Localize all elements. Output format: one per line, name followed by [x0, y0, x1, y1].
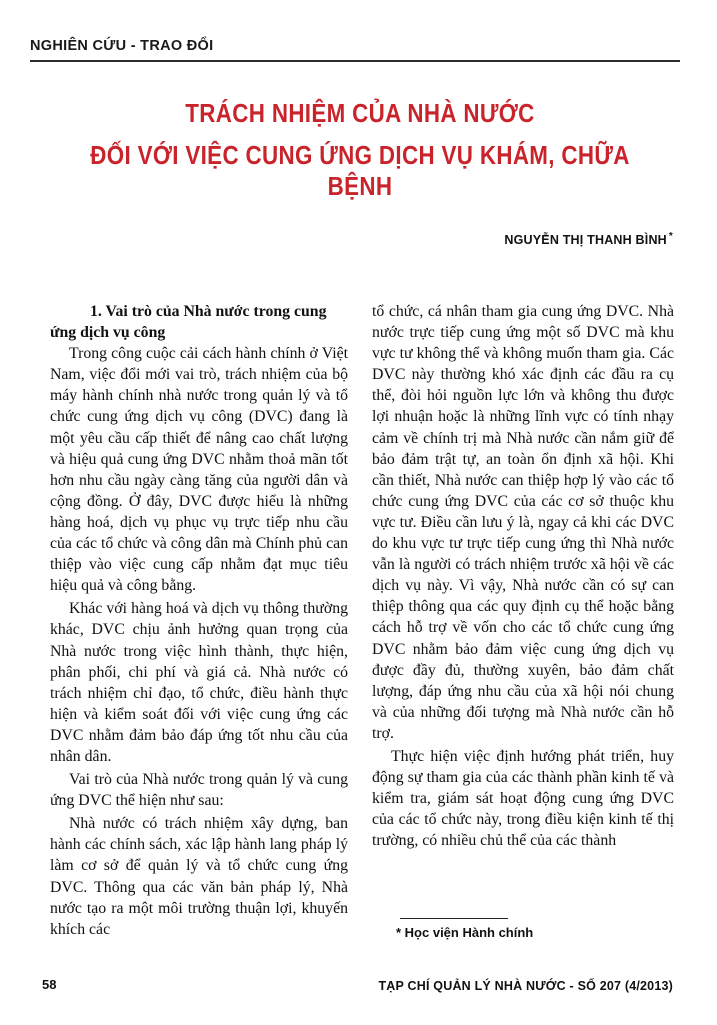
section-header: NGHIÊN CỨU - TRAO ĐỔI: [30, 38, 214, 54]
footnote: * Học viện Hành chính: [396, 925, 534, 940]
footnote-divider: [400, 918, 508, 919]
article-title-line-2: ĐỐI VỚI VIỆC CUNG ỨNG DỊCH VỤ KHÁM, CHỮA BỆNH: [90, 140, 630, 201]
journal-footer: TẠP CHÍ QUẢN LÝ NHÀ NƯỚC - SỐ 207 (4/2013): [378, 979, 673, 993]
page-number: 58: [42, 977, 57, 992]
paragraph: Trong công cuộc cải cách hành chính ở Việt Nam, việc đổi mới vai trò, trách nhiệm của bộ máy hành chính nhà nước trong quản lý và tổ chức cung ứng dịch vụ công (DVC) đang là một yêu cầu cấp thiết để nâng cao chất lượng và hiệu quả cung ứng DVC nhằm thoả mãn tốt hơn nhu cầu ngày càng tăng của người dân và cộng đồng. Ở đây, DVC được hiểu là những hàng hoá, dịch vụ phục vụ trực tiếp nhu cầu của các tổ chức và công dân mà Chính phủ can thiệp vào việc cung cấp nhằm đạt mục tiêu hiệu quả và công bằng.: [50, 345, 348, 595]
author-footnote-mark: *: [668, 231, 673, 242]
paragraph: Nhà nước có trách nhiệm xây dựng, ban hành các chính sách, xác lập hành lang pháp lý làm cơ sở để quản lý và tổ chức cung ứng DVC. Thông qua các văn bản pháp lý, Nhà nước tạo ra một môi trường thuận lợi, khuyến khích các: [50, 815, 348, 938]
paragraph: Khác với hàng hoá và dịch vụ thông thường khác, DVC chịu ảnh hưởng quan trọng của Nhà nước trong việc hình thành, thực hiện, phân phối, chi phí và giá cả. Nhà nước có trách nhiệm chỉ đạo, tổ chức, điều hành thực hiện và kiểm soát đối với việc cung ứng các DVC nhằm đảm bảo đáp ứng tốt nhu cầu của nhân dân.: [50, 600, 348, 765]
author-name: NGUYỄN THỊ THANH BÌNH: [504, 233, 667, 248]
section-heading: 1. Vai trò của Nhà nước trong cung ứng dịch vụ công: [50, 303, 327, 342]
header-divider: [30, 60, 680, 62]
right-column: [372, 301, 674, 851]
left-column: [50, 301, 348, 940]
paragraph: Thực hiện việc định hướng phát triển, huy động sự tham gia của các thành phần kinh tế và kiểm tra, giám sát hoạt động cung ứng DVC của các tổ chức này, trong điều kiện kinh tế thị trường, có nhiều chủ thể của các thành: [372, 747, 674, 850]
author-byline: [504, 231, 673, 247]
paragraph: tổ chức, cá nhân tham gia cung ứng DVC. Nhà nước trực tiếp cung ứng một số DVC mà khu vực tư không thể và không muốn tham gia. Các DVC này thường khó xác định các đầu ra cụ thể, đòi hỏi nguồn lực lớn và không thu được lợi nhuận hoặc là những lĩnh vực có tính nhạy cảm về chính trị mà Nhà nước cần nắm giữ để bảo đảm trật tự, an toàn ổn định xã hội. Khi cần thiết, Nhà nước can thiệp hợp lý vào các tổ chức cung ứng DVC của các cơ sở thuộc khu vực tư. Điều cần lưu ý là, ngay cả khi các DVC do khu vực tư trực tiếp cung ứng thì Nhà nước vẫn là người có trách nhiệm trước xã hội về các dịch vụ này. Vì vậy, Nhà nước cần có sự can thiệp thông qua các quy định cụ thể hoặc bằng cách hỗ trợ về vốn cho các tổ chức cung ứng DVC nhằm bảo đảm việc cung ứng dịch vụ được đầy đủ, thường xuyên, bảo đảm chất lượng, đáp ứng nhu cầu của xã hội nói chung và của những đối tượng mà Nhà nước cần hỗ trợ.: [372, 303, 674, 742]
paragraph: Vai trò của Nhà nước trong quản lý và cung ứng DVC thể hiện như sau:: [50, 771, 348, 810]
article-title-line-1: TRÁCH NHIỆM CỦA NHÀ NƯỚC: [185, 98, 535, 128]
